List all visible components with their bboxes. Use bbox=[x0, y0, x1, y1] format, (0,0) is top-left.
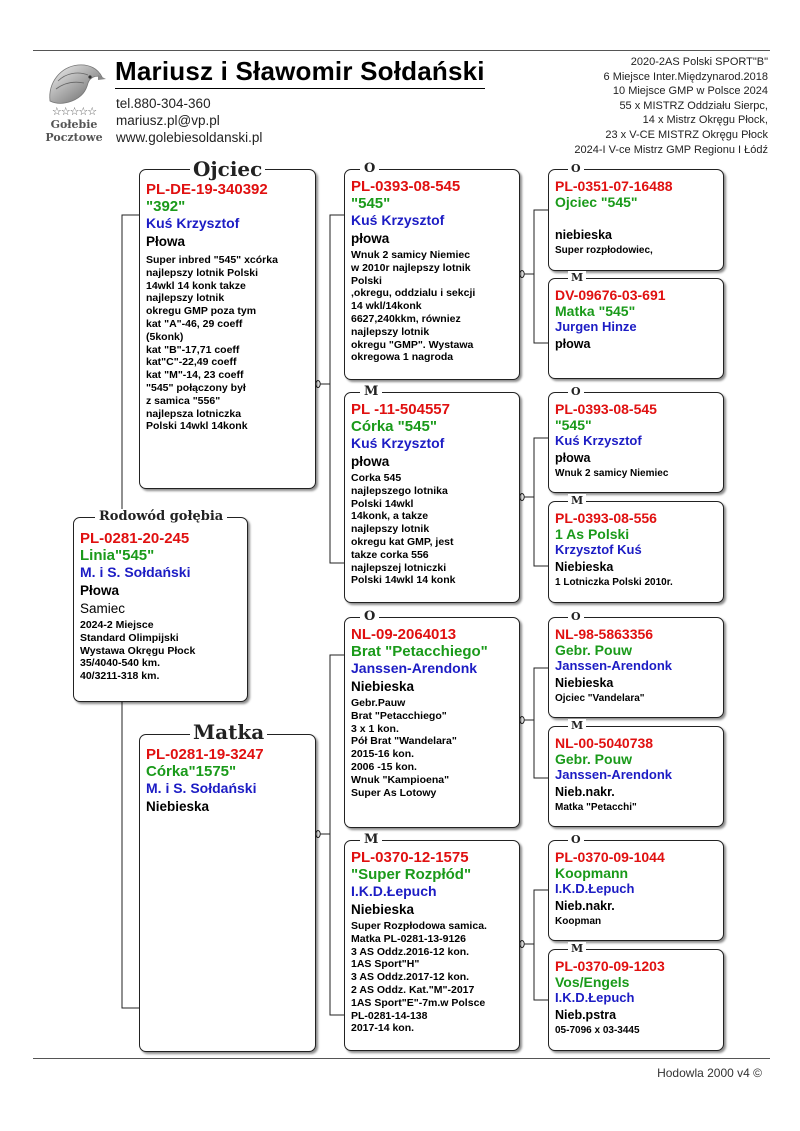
ff-name: "545" bbox=[351, 195, 391, 212]
ff-breeder: Kuś Krzysztof bbox=[351, 212, 445, 228]
achievement-line: 2020-2AS Polski SPORT"B" bbox=[630, 56, 768, 68]
logo-text-2: Pocztowe bbox=[45, 131, 103, 144]
mother-breeder: M. i S. Sołdański bbox=[146, 780, 257, 796]
fff-desc: Super rozpłodowiec, bbox=[555, 245, 653, 256]
fmm-card[interactable] bbox=[548, 501, 724, 603]
desc-line: Brat "Petacchiego" bbox=[351, 709, 447, 722]
desc-line: 3 x 1 kon. bbox=[351, 722, 399, 735]
fmm-desc: 1 Lotniczka Polski 2010r. bbox=[555, 577, 673, 588]
fmf-color: płowa bbox=[555, 451, 591, 465]
desc-line: 1AS Sport"E"-7m.w Polsce bbox=[351, 996, 486, 1009]
mfm-color: Nieb.nakr. bbox=[555, 785, 615, 799]
fmf-ring: PL-0393-08-545 bbox=[555, 401, 657, 417]
desc-line: najlepszy lotnik bbox=[351, 325, 430, 338]
website[interactable]: www.golebiesoldanski.pl bbox=[116, 130, 263, 145]
mmm-name: Vos/Engels bbox=[555, 974, 630, 990]
desc-line: Gebr.Pauw bbox=[351, 697, 406, 709]
desc-line: 6627,240kkm, równiez bbox=[351, 312, 461, 325]
mother-card[interactable] bbox=[139, 734, 316, 1052]
mff-desc: Ojciec "Vandelara" bbox=[555, 693, 645, 704]
desc-line: najlepszy lotnik Polski bbox=[146, 266, 259, 279]
mff-breeder: Janssen-Arendonk bbox=[555, 658, 673, 673]
desc-line: takze corka 556 bbox=[351, 548, 429, 561]
mm-breeder: I.K.D.Łepuch bbox=[351, 883, 437, 899]
ffm-color: płowa bbox=[555, 337, 591, 351]
mf-color: Niebieska bbox=[351, 679, 415, 694]
fmm-breeder: Krzysztof Kuś bbox=[555, 542, 642, 557]
fm-header: M bbox=[360, 384, 382, 399]
fmf-breeder: Kuś Krzysztof bbox=[555, 433, 642, 448]
achievement-line: 14 x Mistrz Okręgu Płock, bbox=[642, 114, 768, 127]
mmm-desc: 05-7096 x 03-3445 bbox=[555, 1025, 640, 1036]
desc-line: Wnuk "Kampioena" bbox=[351, 773, 450, 786]
mfm-breeder: Janssen-Arendonk bbox=[555, 767, 673, 782]
desc-line: 2 AS Oddz. Kat."M"-2017 bbox=[351, 983, 475, 996]
subject-description bbox=[80, 619, 241, 683]
mother-name: Córka"1575" bbox=[146, 763, 237, 780]
fm-ring: PL -11-504557 bbox=[351, 401, 450, 418]
desc-line: 3 AS Oddz.2017-12 kon. bbox=[351, 971, 470, 984]
mmf-breeder: I.K.D.Łepuch bbox=[555, 881, 635, 896]
email[interactable]: mariusz.pl@vp.pl bbox=[116, 113, 220, 128]
fm-breeder: Kuś Krzysztof bbox=[351, 435, 445, 451]
desc-line: Wystawa Okręgu Płock bbox=[80, 644, 196, 657]
desc-line: najlepsza lotniczka bbox=[146, 407, 242, 420]
logo-stars: ☆☆☆☆☆ bbox=[51, 106, 97, 118]
desc-line: Matka PL-0281-13-9126 bbox=[351, 932, 466, 945]
desc-line: Polski 14wkl 14 konk bbox=[351, 574, 456, 587]
subject-breeder: M. i S. Sołdański bbox=[80, 564, 191, 580]
father-card[interactable] bbox=[139, 169, 316, 489]
ff-header: O bbox=[360, 161, 379, 176]
desc-line: Standard Olimpijski bbox=[80, 631, 179, 644]
desc-line: PL-0281-14-138 bbox=[351, 1009, 428, 1022]
ff-color: płowa bbox=[351, 231, 390, 246]
desc-line: Corka 545 bbox=[351, 472, 402, 484]
mmm-ring: PL-0370-09-1203 bbox=[555, 958, 665, 974]
desc-line: kat "A"-46, 29 coeff bbox=[146, 317, 243, 330]
mother-color: Niebieska bbox=[146, 799, 210, 814]
mmf-header: O bbox=[568, 833, 584, 846]
desc-line: Pół Brat "Wandelara" bbox=[351, 735, 457, 748]
mff-color: Niebieska bbox=[555, 676, 614, 690]
desc-line: 3 AS Oddz.2016-12 kon. bbox=[351, 945, 470, 958]
mff-card[interactable] bbox=[548, 617, 724, 718]
ffm-breeder: Jurgen Hinze bbox=[555, 319, 637, 334]
desc-line: okregu GMP poza tym bbox=[146, 305, 257, 318]
fmf-header: O bbox=[568, 385, 584, 398]
mf-name: Brat "Petacchiego" bbox=[351, 643, 488, 660]
bottom-rule bbox=[33, 1058, 770, 1059]
father-color: Płowa bbox=[146, 234, 186, 249]
desc-line: kat "M"-14, 23 coeff bbox=[146, 369, 244, 382]
desc-line: Super inbred "545" xcórka bbox=[146, 254, 278, 266]
fmm-ring: PL-0393-08-556 bbox=[555, 510, 657, 526]
desc-line: 2015-16 kon. bbox=[351, 748, 415, 761]
ffm-card[interactable] bbox=[548, 278, 724, 379]
mfm-header: M bbox=[568, 719, 586, 732]
subject-name: Linia"545" bbox=[80, 547, 155, 564]
desc-line: Polski 14wkl 14konk bbox=[146, 420, 248, 433]
desc-line: najlepszy lotnik bbox=[146, 292, 225, 305]
father-description bbox=[146, 254, 309, 433]
mmf-card[interactable] bbox=[548, 840, 724, 941]
fmm-color: Niebieska bbox=[555, 560, 614, 574]
fm-description bbox=[351, 472, 513, 587]
desc-line: kat"C"-22,49 coeff bbox=[146, 356, 237, 369]
mff-name: Gebr. Pouw bbox=[555, 642, 633, 658]
ffm-name: Matka "545" bbox=[555, 303, 636, 319]
desc-line: najlepszej lotniczki bbox=[351, 561, 447, 574]
mfm-ring: NL-00-5040738 bbox=[555, 735, 654, 751]
desc-line: "545" połączony był bbox=[146, 381, 246, 394]
subject-color: Płowa bbox=[80, 583, 120, 598]
desc-line: 2017-14 kon. bbox=[351, 1022, 415, 1035]
phone: tel.880-304-360 bbox=[116, 96, 211, 111]
achievement-line: 23 x V-CE MISTRZ Okręgu Płock bbox=[605, 128, 768, 141]
desc-line: 40/3211-318 km. bbox=[80, 670, 160, 683]
ff-description bbox=[351, 249, 513, 364]
mother-header: Matka bbox=[190, 720, 267, 744]
subject-ring: PL-0281-20-245 bbox=[80, 530, 190, 547]
desc-line: 14konk, a takze bbox=[351, 510, 429, 523]
mmf-color: Nieb.nakr. bbox=[555, 899, 615, 913]
desc-line: Wnuk 2 samicy Niemiec bbox=[351, 249, 471, 261]
desc-line: Super Rozpłodowa samica. bbox=[351, 920, 487, 932]
logo-text-1: Gołebie bbox=[50, 118, 98, 131]
fm-card[interactable] bbox=[344, 392, 520, 603]
mmm-color: Nieb.pstra bbox=[555, 1008, 617, 1022]
achievement-line: 55 x MISTRZ Oddziału Sierpc, bbox=[619, 99, 768, 112]
achievement-line: 2024-I V-ce Mistrz GMP Regionu I Łódź bbox=[574, 143, 768, 156]
mmm-breeder: I.K.D.Łepuch bbox=[555, 990, 635, 1005]
fff-name: Ojciec "545" bbox=[555, 194, 638, 210]
father-header: Ojciec bbox=[190, 157, 265, 181]
mmf-desc: Koopman bbox=[555, 916, 602, 927]
mm-header: M bbox=[360, 832, 382, 847]
mother-ring: PL-0281-19-3247 bbox=[146, 746, 264, 763]
father-ring: PL-DE-19-340392 bbox=[146, 181, 268, 198]
desc-line: ,okregu, oddzialu i sekcji bbox=[351, 287, 476, 300]
mff-ring: NL-98-5863356 bbox=[555, 626, 654, 642]
mf-header: O bbox=[360, 609, 379, 624]
mfm-card[interactable] bbox=[548, 726, 724, 827]
ff-card[interactable] bbox=[344, 169, 520, 380]
mm-card[interactable] bbox=[344, 840, 520, 1051]
desc-line: okregowa 1 nagroda bbox=[351, 351, 454, 364]
mff-header: O bbox=[568, 610, 584, 623]
mfm-name: Gebr. Pouw bbox=[555, 751, 633, 767]
desc-line: 14 wkl/14konk bbox=[351, 300, 422, 313]
desc-line: 35/4040-540 km. bbox=[80, 657, 160, 670]
desc-line: Super As Lotowy bbox=[351, 786, 437, 799]
desc-line: najlepszy lotnik bbox=[351, 523, 430, 536]
subject-sex: Samiec bbox=[80, 601, 126, 616]
achievement-line: 10 Miejsce GMP w Polsce 2024 bbox=[612, 85, 768, 98]
fmm-header: M bbox=[568, 494, 586, 507]
mf-card[interactable] bbox=[344, 617, 520, 828]
ffm-ring: DV-09676-03-691 bbox=[555, 287, 666, 303]
desc-line: 1AS Sport"H" bbox=[351, 958, 420, 971]
desc-line: okregu "GMP". Wystawa bbox=[351, 338, 474, 351]
desc-line: (5konk) bbox=[146, 330, 184, 343]
fff-ring: PL-0351-07-16488 bbox=[555, 178, 673, 194]
father-name: "392" bbox=[146, 198, 186, 215]
desc-line: 14wkl 14 konk takze bbox=[146, 279, 246, 292]
fm-name: Córka "545" bbox=[351, 418, 437, 435]
ff-ring: PL-0393-08-545 bbox=[351, 178, 461, 195]
mmm-card[interactable] bbox=[548, 949, 724, 1051]
ffm-header: M bbox=[568, 271, 586, 284]
mf-breeder: Janssen-Arendonk bbox=[351, 660, 478, 676]
subject-card[interactable] bbox=[73, 517, 248, 702]
desc-line: Polski bbox=[351, 274, 382, 287]
mf-ring: NL-09-2064013 bbox=[351, 626, 457, 643]
page-title: Mariusz i Sławomir Sołdański bbox=[115, 56, 485, 89]
desc-line: z samica "556" bbox=[146, 394, 221, 407]
fm-color: płowa bbox=[351, 454, 390, 469]
fmf-name: "545" bbox=[555, 417, 592, 433]
fff-header: O bbox=[568, 162, 584, 175]
mmf-ring: PL-0370-09-1044 bbox=[555, 849, 665, 865]
father-breeder: Kuś Krzysztof bbox=[146, 215, 240, 231]
desc-line: Polski 14wkl bbox=[351, 497, 414, 510]
fmf-card[interactable] bbox=[548, 392, 724, 493]
fmf-desc: Wnuk 2 samicy Niemiec bbox=[555, 468, 669, 479]
mm-name: "Super Rozpłód" bbox=[351, 866, 472, 883]
mm-color: Niebieska bbox=[351, 902, 415, 917]
mf-description bbox=[351, 697, 513, 799]
desc-line: 2006 -15 kon. bbox=[351, 760, 417, 773]
footer-credit: Hodowla 2000 v4 © bbox=[657, 1066, 762, 1080]
desc-line: najlepszego lotnika bbox=[351, 484, 448, 497]
fff-color: niebieska bbox=[555, 228, 612, 242]
desc-line: kat "B"-17,71 coeff bbox=[146, 343, 240, 356]
subject-header: Rodowód gołębia bbox=[95, 509, 227, 524]
mmm-header: M bbox=[568, 942, 586, 955]
fff-card[interactable] bbox=[548, 169, 724, 271]
desc-line: 2024-2 Miejsce bbox=[80, 619, 154, 631]
achievement-line: 6 Miejsce Inter.Międzynarod.2018 bbox=[603, 70, 768, 83]
fmm-name: 1 As Polski bbox=[555, 526, 630, 542]
mfm-desc: Matka "Petacchi" bbox=[555, 802, 637, 813]
mm-description bbox=[351, 920, 513, 1035]
desc-line: w 2010r najlepszy lotnik bbox=[351, 261, 471, 274]
desc-line: okregu kat GMP, jest bbox=[351, 535, 454, 548]
mmf-name: Koopmann bbox=[555, 865, 629, 881]
mm-ring: PL-0370-12-1575 bbox=[351, 849, 469, 866]
fff-breeder bbox=[555, 210, 717, 226]
